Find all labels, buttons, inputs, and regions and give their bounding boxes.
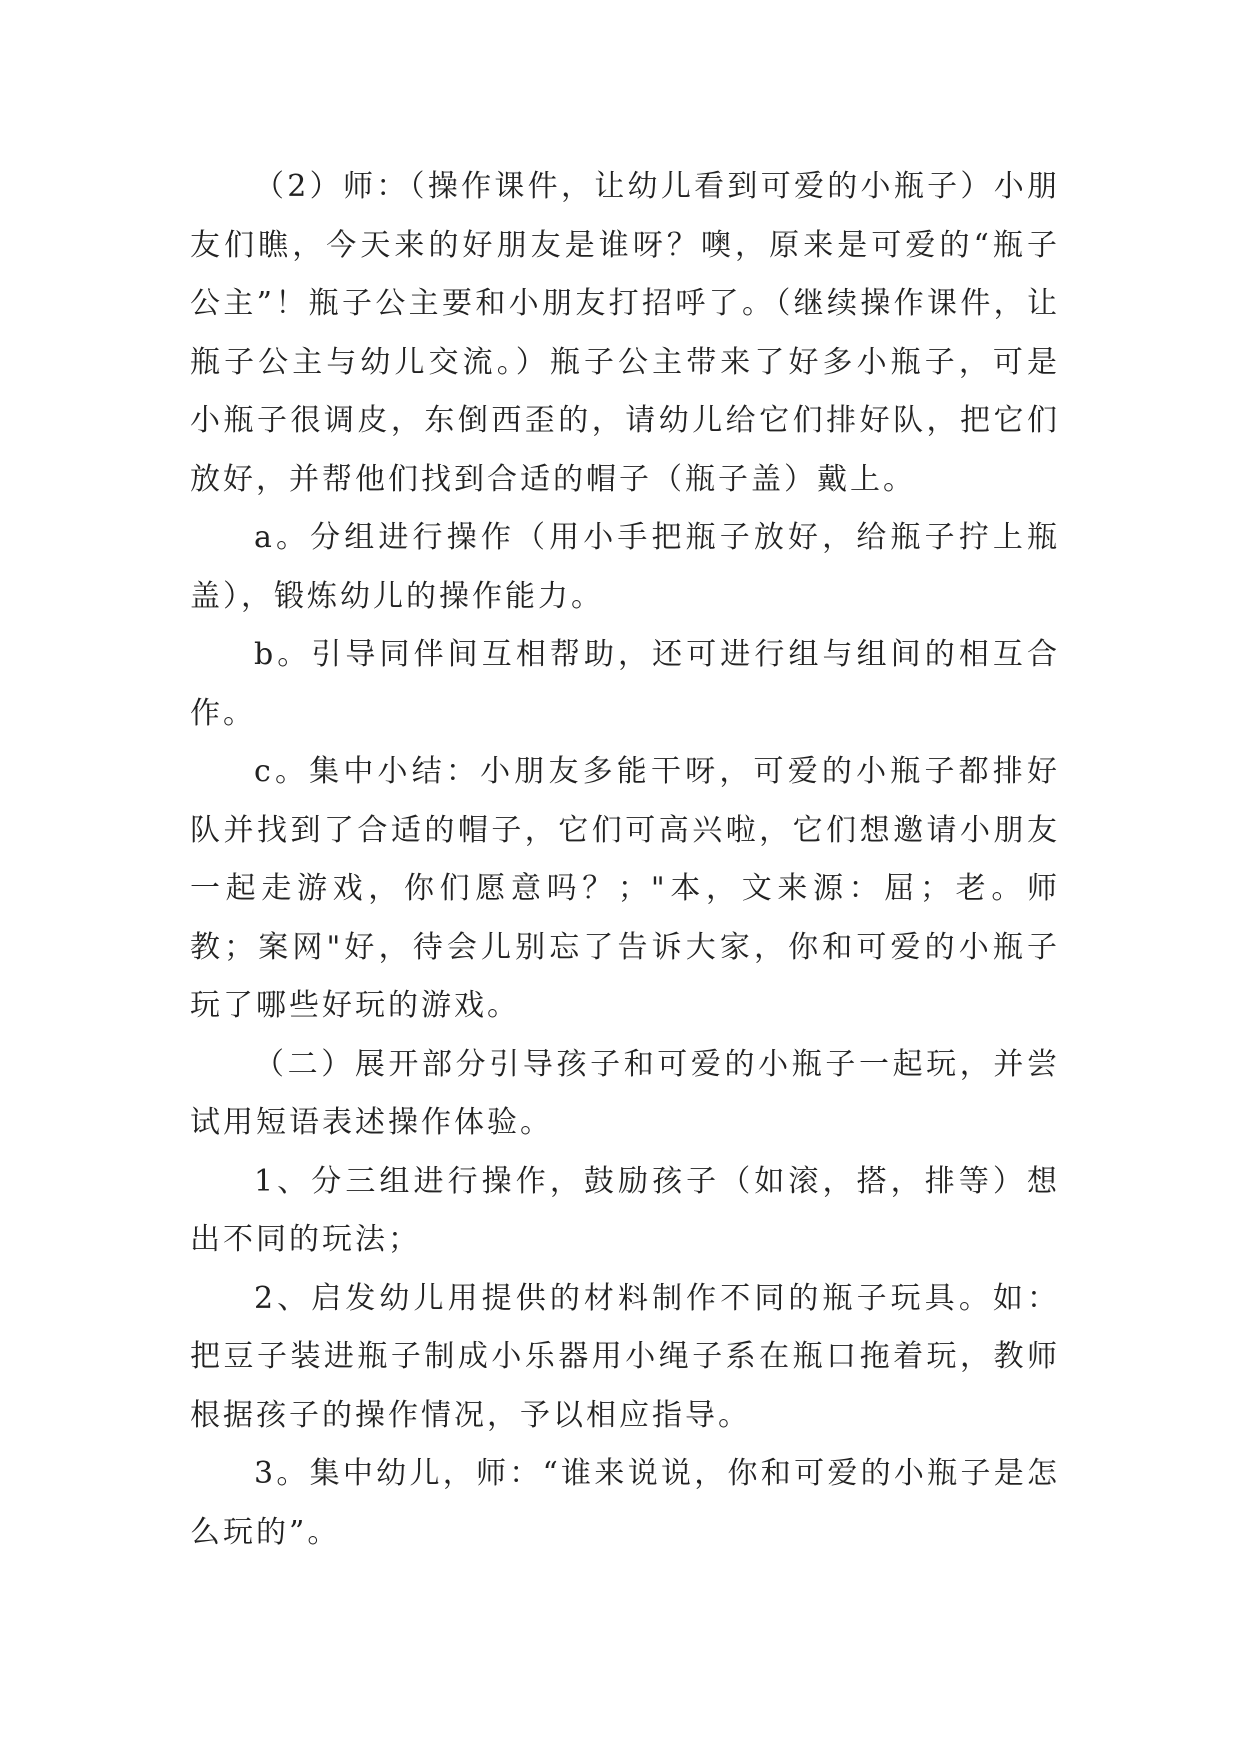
- paragraph-step-c: c。集中小结：小朋友多能干呀，可爱的小瓶子都排好队并找到了合适的帽子，它们可高兴啦，它们想邀请小朋友一起走游戏，你们愿意吗？；"本，文来源：屈；老。师教；案网"好，待会儿别忘了告诉大家，你和可爱的小瓶子玩了哪些好玩的游戏。: [190, 754, 1060, 1023]
- document-body: [190, 158, 1060, 1562]
- paragraph-item-2: 2、启发幼儿用提供的材料制作不同的瓶子玩具。如：把豆子装进瓶子制成小乐器用小绳子系在瓶口拖着玩，教师根据孩子的操作情况，予以相应指导。: [190, 1280, 1060, 1433]
- paragraph-item-1: 1、分三组进行操作，鼓励孩子（如滚，搭，排等）想出不同的玩法；: [190, 1163, 1060, 1257]
- paragraph-section-two: （二）展开部分引导孩子和可爱的小瓶子一起玩，并尝试用短语表述操作体验。: [190, 1046, 1060, 1140]
- paragraph-item-3: 3。集中幼儿，师：“谁来说说，你和可爱的小瓶子是怎么玩的”。: [190, 1456, 1060, 1550]
- paragraph-teacher-dialogue: （2）师：（操作课件，让幼儿看到可爱的小瓶子）小朋友们瞧，今天来的好朋友是谁呀？噢，原来是可爱的“瓶子公主”！瓶子公主要和小朋友打招呼了。（继续操作课件，让瓶子公主与幼儿交流。）瓶子公主带来了好多小瓶子，可是小瓶子很调皮，东倒西歪的，请幼儿给它们排好队，把它们放好，并帮他们找到合适的帽子（瓶子盖）戴上。: [190, 169, 1060, 497]
- paragraph-step-a: a。分组进行操作（用小手把瓶子放好，给瓶子拧上瓶盖），锻炼幼儿的操作能力。: [190, 520, 1060, 614]
- paragraph-step-b: b。引导同伴间互相帮助，还可进行组与组间的相互合作。: [190, 637, 1060, 731]
